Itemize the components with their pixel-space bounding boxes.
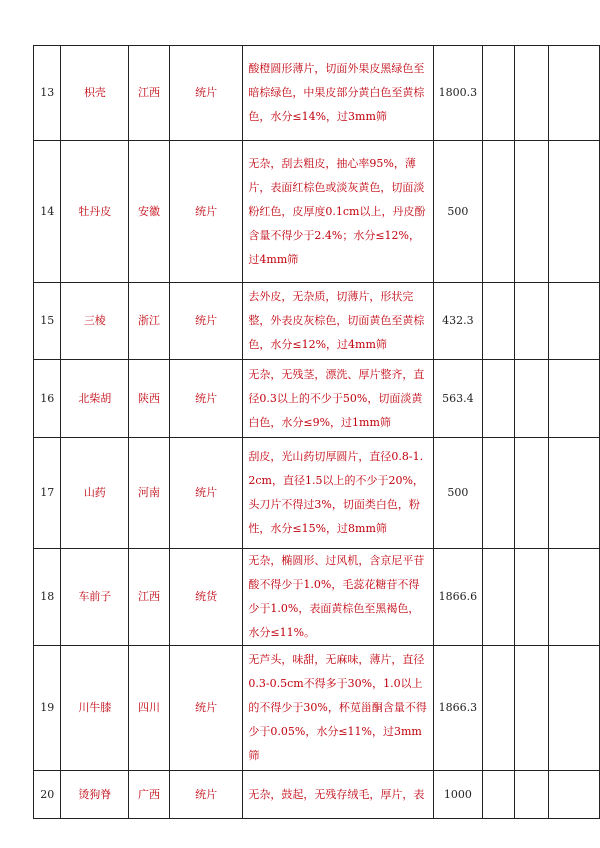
origin: 陕西 <box>129 360 170 438</box>
empty-cell <box>548 360 599 438</box>
quality-description: 刮皮，光山药切厚圆片，直径0.8-1.2cm，直径1.5以上的不少于20%，头刀片不得过3%，切面类白色，粉性，水分≤15%，过8mm筛 <box>243 438 434 549</box>
origin: 广西 <box>129 771 170 819</box>
empty-cell <box>482 549 515 646</box>
empty-cell <box>482 771 515 819</box>
empty-cell <box>548 141 599 283</box>
quantity: 1800.3 <box>434 46 483 141</box>
origin: 四川 <box>129 646 170 771</box>
row-number: 15 <box>34 283 61 360</box>
origin: 安徽 <box>129 141 170 283</box>
quality-description: 去外皮，无杂质，切薄片，形状完整，外表皮灰棕色，切面黄色至黄棕色，水分≤12%，过4mm筛 <box>243 283 434 360</box>
quantity: 500 <box>434 438 483 549</box>
spec: 统片 <box>169 771 242 819</box>
specification-table <box>33 45 600 819</box>
herb-name: 枳壳 <box>61 46 129 141</box>
quantity: 500 <box>434 141 483 283</box>
table-row <box>34 141 600 283</box>
spec: 统货 <box>169 549 242 646</box>
empty-cell <box>548 549 599 646</box>
spec: 统片 <box>169 360 242 438</box>
empty-cell <box>515 549 549 646</box>
table-row <box>34 283 600 360</box>
empty-cell <box>482 438 515 549</box>
herb-name: 川牛膝 <box>61 646 129 771</box>
quality-description: 无杂，鼓起，无残存绒毛，厚片，表 <box>243 771 434 819</box>
spec: 统片 <box>169 141 242 283</box>
quantity: 432.3 <box>434 283 483 360</box>
empty-cell <box>548 646 599 771</box>
table-row <box>34 360 600 438</box>
quality-description: 无芦头，味甜，无麻味，薄片，直径0.3-0.5cm不得多于30%，1.0以上的不得少于30%，杯苋甾酮含量不得少于0.05%，水分≤11%，过3mm筛 <box>243 646 434 771</box>
empty-cell <box>482 646 515 771</box>
row-number: 13 <box>34 46 61 141</box>
empty-cell <box>548 283 599 360</box>
herb-name: 北柴胡 <box>61 360 129 438</box>
empty-cell <box>515 46 549 141</box>
table-row <box>34 549 600 646</box>
origin: 江西 <box>129 549 170 646</box>
herb-name: 三棱 <box>61 283 129 360</box>
herb-name: 车前子 <box>61 549 129 646</box>
spec: 统片 <box>169 283 242 360</box>
row-number: 20 <box>34 771 61 819</box>
quality-description: 无杂，刮去粗皮，抽心率95%，薄片，表面红棕色或淡灰黄色，切面淡粉红色，皮厚度0.1cm以上，丹皮酚含量不得少于2.4%；水分≤12%，过4mm筛 <box>243 141 434 283</box>
quantity: 1866.6 <box>434 549 483 646</box>
row-number: 18 <box>34 549 61 646</box>
quality-description: 无杂，椭圆形、过风机，含京尼平苷酸不得少于1.0%，毛蕊花糖苷不得少于1.0%，表面黄棕色至黑褐色，水分≤11%。 <box>243 549 434 646</box>
table-row <box>34 438 600 549</box>
table-row <box>34 771 600 819</box>
empty-cell <box>515 283 549 360</box>
empty-cell <box>515 771 549 819</box>
empty-cell <box>548 438 599 549</box>
empty-cell <box>482 283 515 360</box>
herb-name: 烫狗脊 <box>61 771 129 819</box>
row-number: 16 <box>34 360 61 438</box>
empty-cell <box>548 46 599 141</box>
quantity: 1000 <box>434 771 483 819</box>
quantity: 563.4 <box>434 360 483 438</box>
quality-description: 酸橙圆形薄片，切面外果皮黑绿色至暗棕绿色，中果皮部分黄白色至黄棕色，水分≤14%，过3mm筛 <box>243 46 434 141</box>
empty-cell <box>482 46 515 141</box>
row-number: 14 <box>34 141 61 283</box>
quantity: 1866.3 <box>434 646 483 771</box>
row-number: 17 <box>34 438 61 549</box>
origin: 江西 <box>129 46 170 141</box>
herb-name: 山药 <box>61 438 129 549</box>
table-row <box>34 46 600 141</box>
spec: 统片 <box>169 438 242 549</box>
spec: 统片 <box>169 46 242 141</box>
empty-cell <box>515 141 549 283</box>
empty-cell <box>482 360 515 438</box>
row-number: 19 <box>34 646 61 771</box>
empty-cell <box>515 360 549 438</box>
origin: 河南 <box>129 438 170 549</box>
empty-cell <box>515 646 549 771</box>
empty-cell <box>482 141 515 283</box>
herb-name: 牡丹皮 <box>61 141 129 283</box>
quality-description: 无杂，无残茎，漂洗、厚片整齐，直径0.3以上的不少于50%，切面淡黄白色，水分≤9%，过1mm筛 <box>243 360 434 438</box>
spec: 统片 <box>169 646 242 771</box>
empty-cell <box>548 771 599 819</box>
origin: 浙江 <box>129 283 170 360</box>
table-row <box>34 646 600 771</box>
empty-cell <box>515 438 549 549</box>
